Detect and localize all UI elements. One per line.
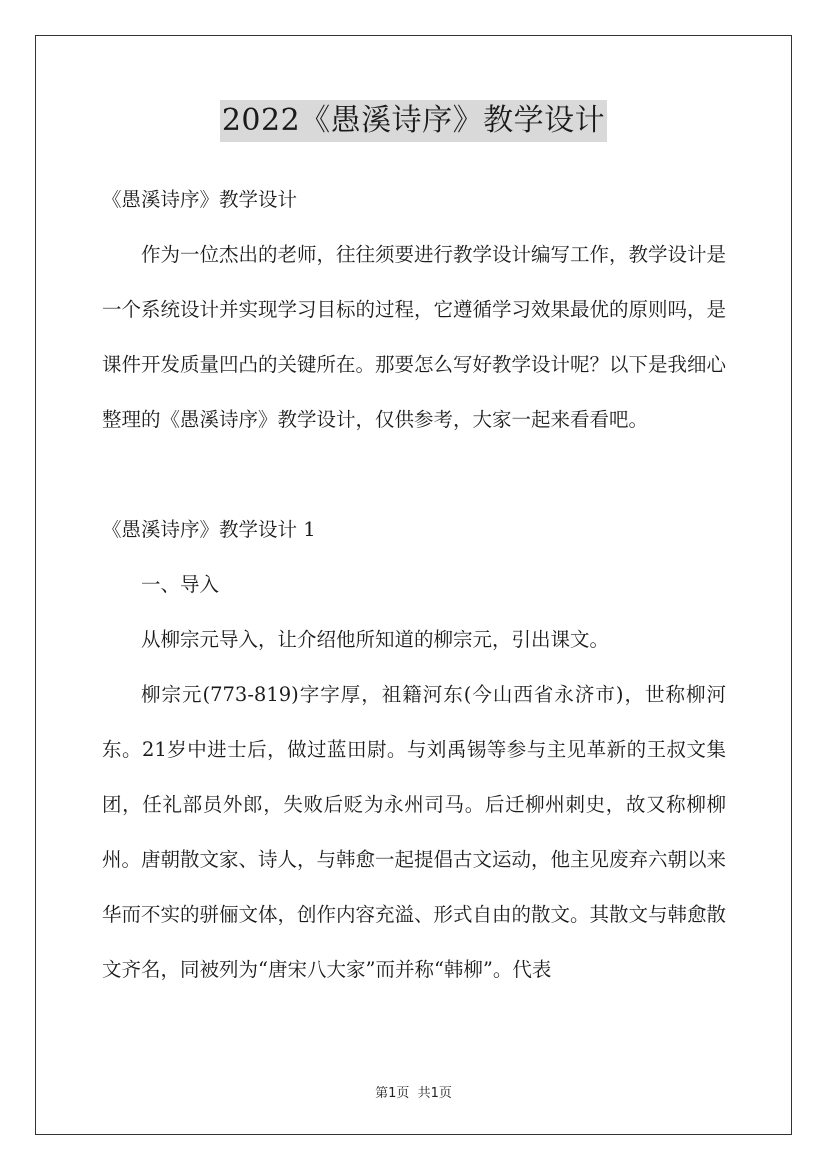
- subsection-heading: 一、导入: [141, 573, 220, 596]
- document-title: 2022《愚溪诗序》教学设计: [220, 100, 607, 142]
- intro-paragraph: 作为一位杰出的老师，往往须要进行教学设计编写工作，教学设计是一个系统设计并实现学习目标的过程，它遵循学习效果最优的原则吗，是课件开发质量凹凸的关键所在。那要怎么写好教学设计呢？以下是我细心整理的《愚溪诗序》教学设计，仅供参考，大家一起来看看吧。: [102, 243, 727, 431]
- title-wrap: [0, 100, 827, 142]
- page-footer: [0, 1082, 827, 1101]
- section-heading: 《愚溪诗序》教学设计 1: [102, 518, 316, 541]
- page-number: 第1页: [375, 1086, 410, 1101]
- page-total: 共1页: [417, 1086, 452, 1101]
- body-paragraph: 从柳宗元导入，让介绍他所知道的柳宗元，引出课文。: [141, 628, 610, 651]
- subtitle-paragraph: 《愚溪诗序》教学设计: [102, 188, 298, 211]
- document-body: [102, 172, 726, 997]
- paragraph-gap: [102, 447, 726, 502]
- body-paragraph: 柳宗元(773-819)字字厚，祖籍河东(今山西省永济市)，世称柳河东。21岁中进士后，做过蓝田尉。与刘禹锡等参与主见革新的王叔文集团，任礼部员外郎，失败后贬为永州司马。后迁柳州刺史，故又称柳柳州。唐朝散文家、诗人，与韩愈一起提倡古文运动，他主见废弃六朝以来华而不实的骈俪文体，创作内容充溢、形式自由的散文。其散文与韩愈散文齐名，同被列为“唐宋八大家”而并称“韩柳”。代表: [102, 683, 727, 981]
